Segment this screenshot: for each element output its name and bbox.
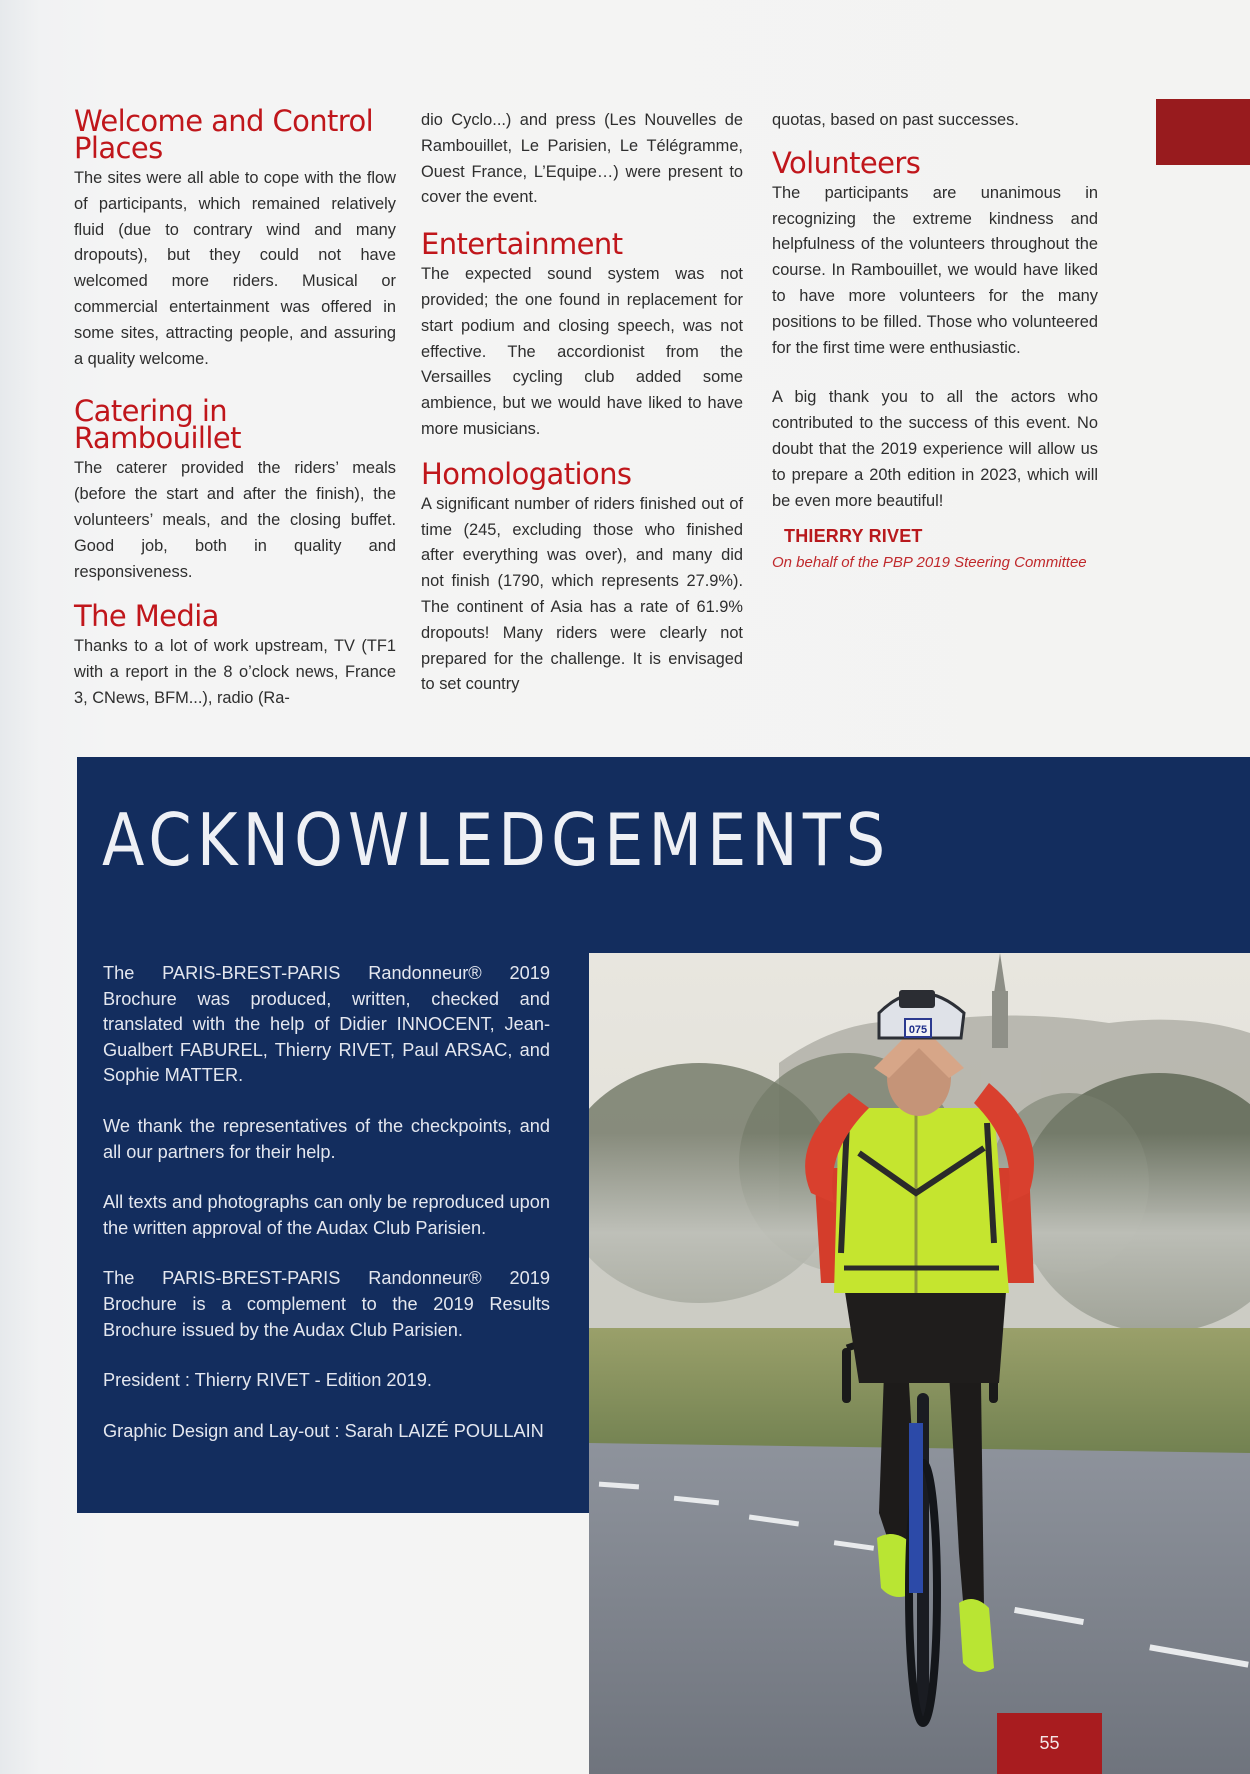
ack-paragraph: All texts and photographs can only be reproduced upon the written approval of the Audax Club Parisien. — [103, 1192, 550, 1238]
ack-paragraph: President : Thierry RIVET - Edition 2019. — [103, 1370, 432, 1391]
section-media-continued — [421, 108, 743, 211]
signature-name: THIERRY RIVET — [784, 526, 923, 547]
article-column-3 — [772, 108, 1098, 575]
section-thanks — [772, 385, 1098, 514]
section-body: dio Cyclo...) and press (Les Nouvelles de Rambouillet, Le Parisien, Le Télégramme, Ouest France, L’Equipe…) were present to cover the event. — [421, 111, 743, 207]
section-body: quotas, based on past successes. — [772, 111, 1019, 129]
ack-paragraph: Graphic Design and Lay-out : Sarah LAIZÉ POULLAIN — [103, 1420, 544, 1441]
section-tab-marker — [1156, 99, 1250, 165]
section-homologations — [421, 456, 743, 698]
section-body: A significant number of riders finished out of time (245, excluding those who finished after everything was over), and many did not finish (1790, which represents 27.9%). The continent of Asia has a rate of 61.9% dropouts! Many riders were clearly not prepared for the challenge. It is envisaged to set country — [421, 494, 743, 694]
section-homologations-continued — [772, 108, 1098, 134]
page-number: 55 — [997, 1713, 1102, 1774]
section-body: The sites were all able to cope with the flow of participants, which remained relatively fluid (due to contrary wind and many dropouts), but they could not have welcomed more riders. Musical or commercial entertainment was offered in some sites, attracting people, and assuring a quality welcome. — [74, 169, 396, 368]
section-body: The participants are unanimous in recognizing the extreme kindness and helpfulness of the volunteers throughout the course. In Rambouillet, we would have liked to have more volunteers for the many positions to be filled. Those who volunteered for the first time were enthusiastic. — [772, 183, 1098, 357]
section-heading: Entertainment — [421, 227, 623, 262]
cyclist-photo-illustration — [589, 953, 1250, 1774]
section-heading: Homologations — [421, 456, 632, 491]
helmet-bib-number: 075 — [908, 1024, 928, 1036]
section-body: A big thank you to all the actors who contributed to the success of this event. No doubt that the 2019 experience will allow us to prepare a 20th edition in 2023, which will be even more beautiful! — [772, 388, 1098, 510]
section-volunteers — [772, 145, 1098, 362]
ack-paragraph: The PARIS-BREST-PARIS Randonneur® 2019 Brochure was produced, written, checked and translated with the help of Didier INNOCENT, Jean-Gualbert FABUREL, Thierry RIVET, Paul ARSAC, and Sophie MATTER. — [103, 963, 550, 1086]
section-heading: Volunteers — [772, 145, 921, 180]
section-body: Thanks to a lot of work upstream, TV (TF1 with a report in the 8 o’clock news, France 3, CNews, BFM...), radio (Ra- — [74, 637, 396, 707]
article-column-1 — [74, 104, 396, 734]
section-catering — [74, 394, 396, 585]
section-media — [74, 599, 396, 711]
section-body: The caterer provided the riders’ meals (before the start and after the finish), the volunteers’ meals, and the closing buffet. Good job, both in quality and responsiveness. — [74, 459, 396, 581]
section-welcome-control — [74, 104, 396, 372]
section-heading: The Media — [74, 599, 219, 634]
signature-role: On behalf of the PBP 2019 Steering Committee — [772, 554, 1087, 572]
ack-paragraph: The PARIS-BREST-PARIS Randonneur® 2019 Brochure is a complement to the 2019 Results Brochure issued by the Audax Club Parisien. — [103, 1268, 550, 1340]
section-entertainment — [421, 227, 743, 443]
acknowledgements-title: ACKNOWLEDGEMENTS — [102, 798, 891, 882]
section-heading: Catering in Rambouillet — [74, 394, 241, 456]
article-column-2 — [421, 108, 743, 720]
section-body: The expected sound system was not provided; the one found in replacement for start podium and closing speech, was not effective. The accordionist from the Versailles cycling club added some ambience, but we would have liked to have more musicians. — [421, 265, 743, 438]
section-heading: Welcome and Control Places — [74, 104, 374, 165]
cyclist-photo — [589, 953, 1250, 1774]
acknowledgements-body — [103, 961, 550, 1469]
ack-paragraph: We thank the representatives of the checkpoints, and all our partners for their help. — [103, 1115, 550, 1162]
